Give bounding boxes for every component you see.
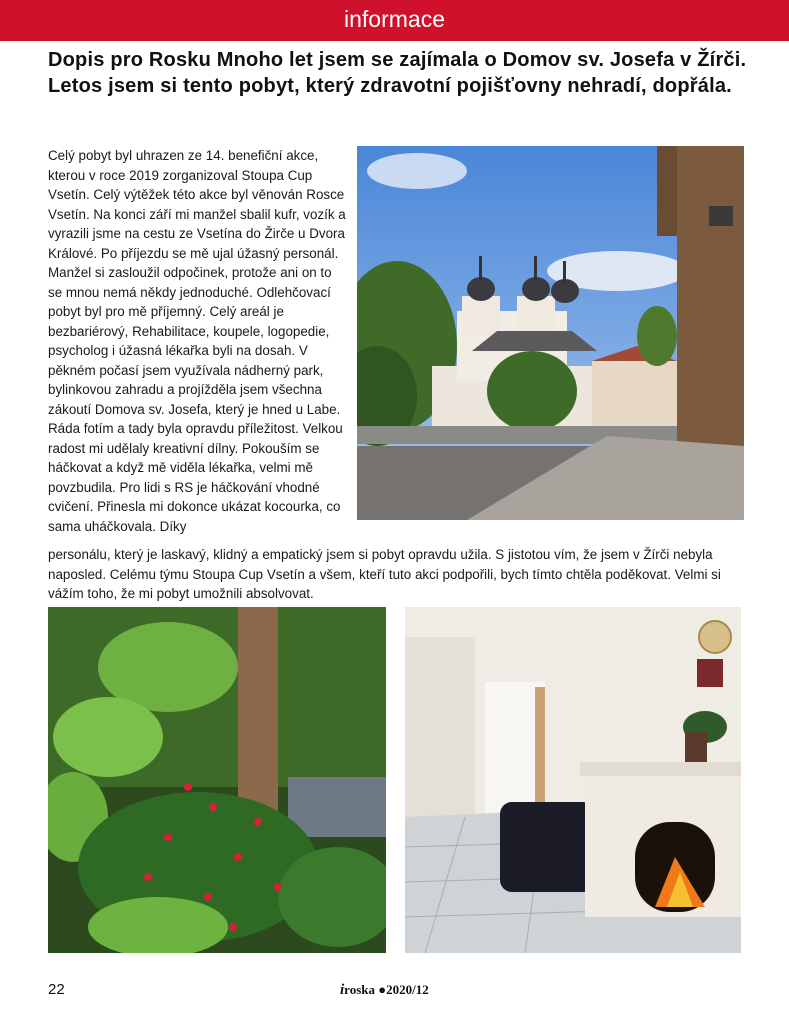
article-headline: Dopis pro Rosku Mnoho let jsem se zajímala o Domov sv. Josefa v Žírči. Letos jsem si tento pobyt, který zdravotní pojišťovny nehradí, dopřála. — [48, 49, 747, 97]
brand-letter: i — [340, 982, 345, 998]
brand-bullet: ● — [378, 982, 387, 997]
section-title: informace — [344, 6, 445, 32]
footer-brand — [340, 982, 429, 999]
issue-number: 2020/12 — [386, 982, 429, 997]
garden-photo — [48, 607, 386, 953]
church-photo — [357, 146, 744, 520]
body-paragraph: Celý pobyt byl uhrazen ze 14. benefiční akce, kterou v roce 2019 zorganizoval Stoupa Cup Vsetín. Celý výtěžek této akce byl věnován Rosce Vsetín. Na konci září mi manžel sbalil kufr, vozík a vyrazili jsme na cestu ze Vsetína do Žirče u Dvora Králové. Po příjezdu se mě ujal úžasný personál. Manžel si zasloužil odpočinek, protože ani on to se mnou nemá někdy jednoduché. Odlehčovací pobyt byl pro mě příjemný. Celý areál je bezbariérový, Rehabilitace, koupele, logopedie, psycholog i úžasná lékařka byli na dosah. V pěkném počasí jsem využívala nádherný park, bylinkovou zahradu a projížděla jsem všechna zákoutí Domova sv. Josefa, který je hned u Labe. Ráda fotím a tady byla opravdu příležitost. Velkou radost mi udělaly kreativní dílny. Pokouším se háčkovat a když mě viděla lékařka, velmi mě povzbudila. Pro lidi s RS je háčkování vhodné cvičení. Přinesla mi dokonce ukázat kocourka, co sama uháčkovala. Díky — [48, 148, 346, 534]
page-number: 22 — [48, 981, 65, 998]
interior-photo — [405, 607, 741, 953]
section-banner — [0, 0, 789, 41]
article-body-column — [48, 146, 346, 536]
brand-name: roska — [344, 982, 375, 997]
article-body-full: personálu, který je laskavý, klidný a empatický jsem si pobyt opravdu užila. S jistotou vím, že jsem v Žírči nebyla naposled. Celému týmu Stoupa Cup Vsetín a všem, kteří tuto akci podpořili, bych tímto chtěla poděkovat. Velmi si vážím toho, že mi pobyt umožnili absolvovat. — [48, 547, 721, 601]
